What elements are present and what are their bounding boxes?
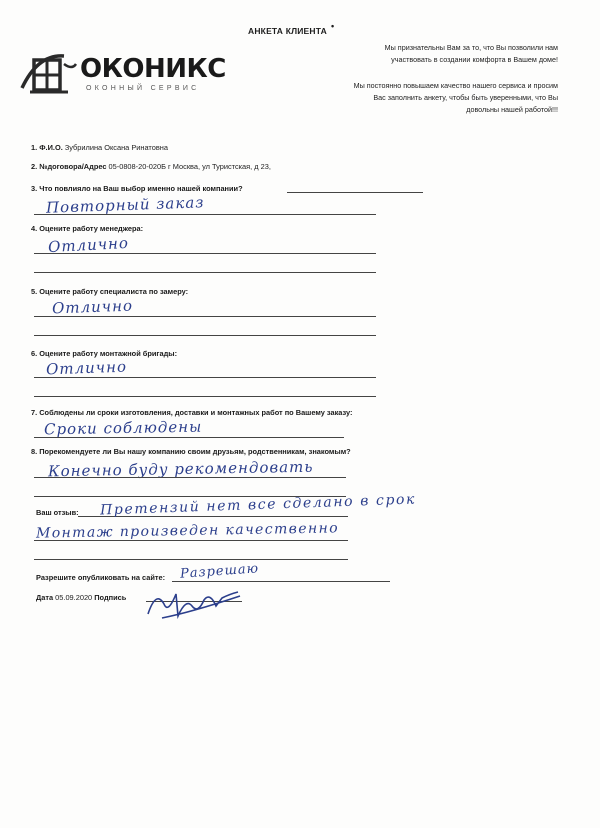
question-3-label: 3. Что повлияло на Ваш выбор именно нашей компании? (31, 184, 243, 193)
answer-line (34, 396, 376, 397)
question-6-answer: Отлично (45, 357, 128, 379)
intro-paragraph-2 (354, 80, 558, 116)
publish-answer: Разрешаю (179, 561, 260, 582)
date-label: Дата (36, 593, 54, 602)
date-row (36, 593, 126, 602)
question-6-label: 6. Оцените работу монтажной бригады: (31, 349, 178, 358)
question-7-label: 7. Соблюдены ли сроки изготовления, доставки и монтажных работ по Вашему заказу: (31, 408, 353, 417)
question-7-answer: Сроки соблюдены (43, 417, 203, 439)
review-answer-line-1: Претензий нет все сделано в срок (99, 491, 417, 519)
answer-line (34, 437, 344, 438)
window-logo-icon (18, 48, 86, 98)
question-1-label: 1. Ф.И.О. (31, 143, 63, 152)
question-4-label: 4. Оцените работу менеджера: (31, 224, 144, 233)
title-mark: • (331, 21, 335, 31)
date-value: 05.09.2020 (55, 593, 93, 602)
answer-line (34, 214, 376, 215)
contract-address: 05-0808-20-020Б г Москва, ул Туристская, д 23, (108, 162, 271, 171)
answer-line (34, 377, 376, 378)
company-logo (18, 48, 226, 98)
answer-line (172, 581, 390, 582)
intro-line: Мы постоянно повышаем качество нашего сервиса и просим (353, 81, 558, 90)
intro-line: довольны нашей работой!!! (466, 105, 558, 114)
answer-line (34, 253, 376, 254)
answer-line (34, 477, 346, 478)
answer-line (34, 272, 376, 273)
question-1 (31, 143, 168, 152)
answer-line (34, 335, 376, 336)
intro-line: участвовать в создании комфорта в Вашем доме! (391, 55, 558, 64)
question-8-label: 8. Порекомендуете ли Вы нашу компанию своим друзьям, родственникам, знакомым? (31, 447, 351, 456)
logo-subtitle: ОКОННЫЙ СЕРВИС (86, 85, 200, 92)
question-8-answer: Конечно буду рекомендовать (47, 457, 314, 481)
publish-label: Разрешите опубликовать на сайте: (36, 573, 166, 582)
answer-line (287, 192, 423, 193)
answer-line (34, 540, 348, 541)
answer-line (34, 559, 348, 560)
review-label: Ваш отзыв: (36, 508, 79, 517)
question-2 (31, 162, 271, 171)
question-2-label: 2. №договора/Адрес (31, 162, 107, 171)
review-answer-line-2: Монтаж произведен качественно (35, 520, 340, 542)
answer-line (34, 316, 376, 317)
intro-line: Мы признательны Вам за то, что Вы позволили нам (384, 43, 558, 52)
logo-name: ОКОНИКС (80, 54, 226, 84)
handwritten-signature (142, 584, 252, 624)
question-3-answer: Повторный заказ (45, 193, 205, 217)
question-5-label: 5. Оцените работу специалиста по замеру: (31, 287, 189, 296)
intro-line: Вас заполнить анкету, чтобы быть уверенными, что Вы (373, 93, 558, 102)
client-name: Зубрилина Оксана Ринатовна (64, 143, 168, 152)
signature-label: Подпись (94, 593, 127, 602)
question-5-answer: Отлично (51, 296, 134, 318)
form-title: АНКЕТА КЛИЕНТА (248, 26, 327, 36)
intro-paragraph-1 (385, 42, 558, 66)
question-4-answer: Отлично (47, 233, 130, 257)
